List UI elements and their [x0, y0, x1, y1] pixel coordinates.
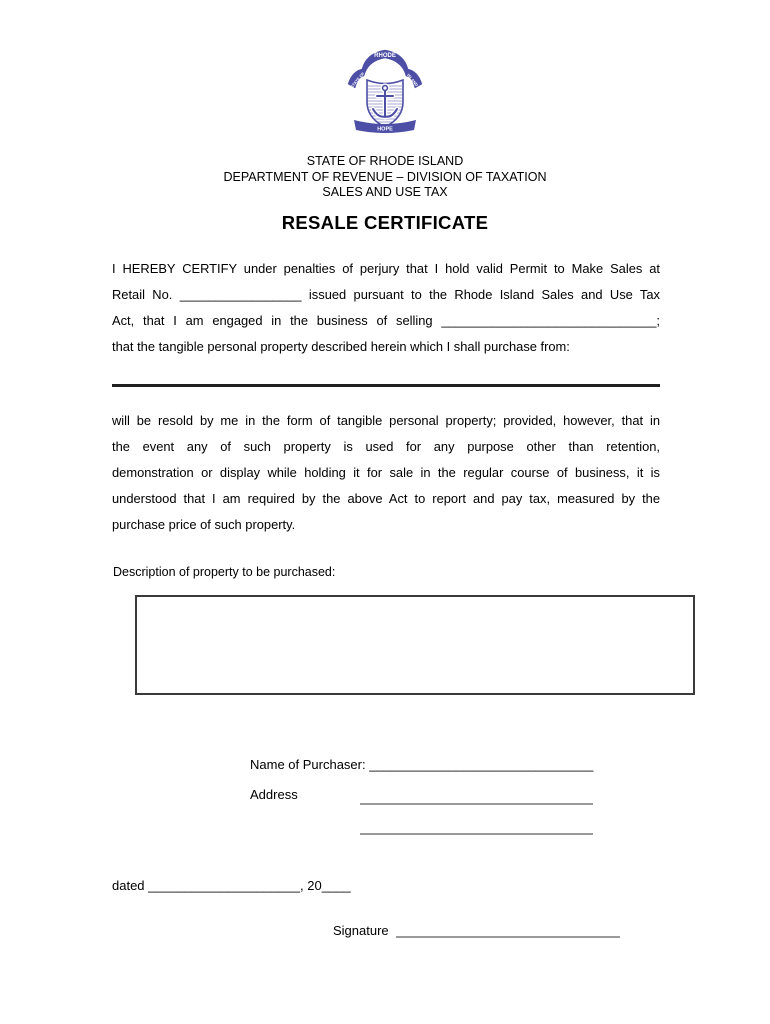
document-header [0, 154, 770, 201]
resold-line-4: understood that I am required by the above Act to report and pay tax, measured by the [112, 491, 660, 506]
certify-line-1: I HEREBY CERTIFY under penalties of perjury that I hold valid Permit to Make Sales at [112, 261, 660, 276]
resold-line-5: purchase price of such property. [112, 517, 296, 532]
certify-line-3 [112, 308, 660, 334]
certify-line-4: that the tangible personal property described herein which I shall purchase from: [112, 339, 570, 354]
seal-motto-text: HOPE [377, 126, 393, 133]
seal-banner-top-text: RHODE [374, 53, 396, 59]
business-of-selling-text: Act, that I am engaged in the business of selling [112, 313, 442, 328]
resold-line-1: will be resold by me in the form of tangible personal property; provided, however, that in [112, 413, 660, 428]
dated-label: dated [112, 878, 149, 893]
year-blank[interactable]: ____ [321, 878, 351, 893]
certify-line-2 [112, 282, 660, 308]
name-of-purchaser-label: Name of Purchaser: [250, 757, 366, 772]
address-line-2[interactable] [360, 833, 593, 835]
signature-label: Signature [333, 923, 389, 938]
year-prefix: , 20 [300, 878, 322, 893]
seal-banner-right-text: ISLAND [405, 72, 420, 88]
page-title: RESALE CERTIFICATE [281, 212, 489, 233]
business-of-selling-blank[interactable]: ______________________________ [441, 313, 657, 328]
resold-paragraph [112, 408, 660, 538]
address-label: Address [250, 787, 298, 802]
header-tax-line: SALES AND USE TAX [322, 185, 448, 199]
name-of-purchaser-blank[interactable]: _______________________________ [369, 757, 594, 772]
header-department-line: DEPARTMENT OF REVENUE – DIVISION OF TAXATION [223, 169, 547, 184]
certify-paragraph [112, 256, 660, 360]
dated-row [112, 878, 351, 894]
seal-banner-left-text: STATE OF [349, 71, 366, 89]
issued-text: issued pursuant to the Rhode Island Sales and Use Tax [301, 287, 660, 302]
rhode-island-state-seal [345, 38, 425, 135]
description-label: Description of property to be purchased: [113, 565, 336, 579]
retail-no-text: Retail No. [112, 287, 180, 302]
seller-name-rule[interactable] [112, 384, 660, 387]
description-box[interactable] [135, 595, 695, 695]
seal-graphic [345, 38, 425, 135]
retail-no-blank[interactable]: _________________ [179, 287, 302, 302]
header-state-line: STATE OF RHODE ISLAND [306, 154, 464, 168]
name-of-purchaser-row [250, 757, 593, 773]
signature-line[interactable] [396, 936, 620, 938]
resold-line-3: demonstration or display while holding it for sale in the regular course of business, it is [112, 465, 660, 480]
resold-line-2: the event any of such property is used for any purpose other than retention, [112, 439, 660, 454]
address-line-1[interactable] [360, 803, 593, 805]
dated-blank[interactable]: _____________________ [148, 878, 300, 893]
semicolon-text: ; [656, 313, 660, 328]
